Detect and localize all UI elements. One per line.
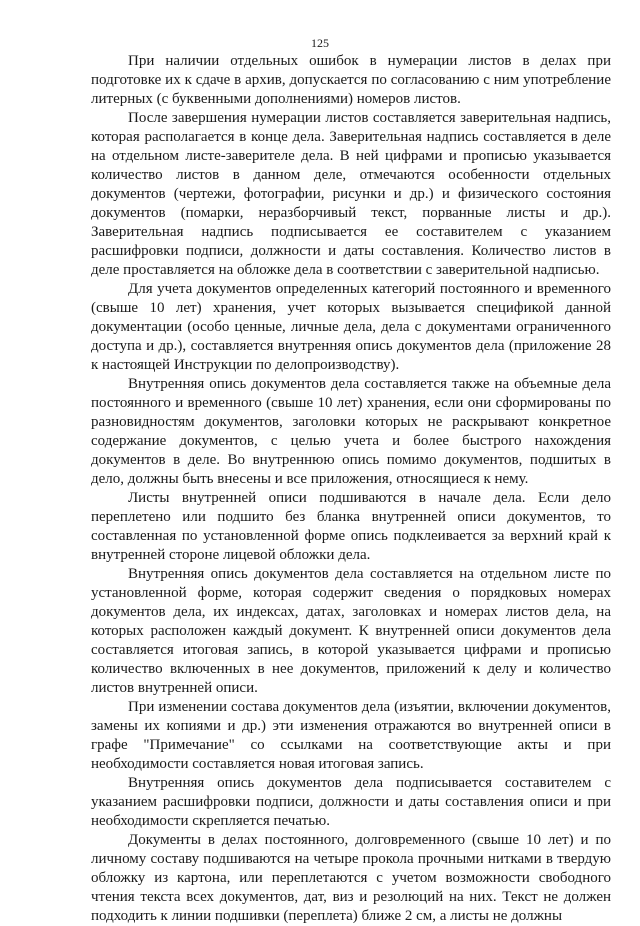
paragraph-certification-note: После завершения нумерации листов составляется заверительная надпись, которая располагается в конце дела. Заверительная надпись составляется в деле на отдельном листе-заверителе дела. В ней цифрами и прописью указывается количество листов в данном деле, отмечаются особенности отдельных документов (чертежи, фотографии, рисунки и др.) и физического состояния документов (помарки, неразборчивый текст, порванные листы и др.). Заверительная надпись подписывается ее составителем с указанием расшифровки подписи, должности и даты составления. Количество листов в деле проставляется на обложке дела в соответствии с заверительной надписью. <box>91 110 611 278</box>
page-number: 125 <box>311 36 329 50</box>
paragraph-composition-changes: При изменении состава документов дела (изъятии, включении документов, замены их копиями и др.) эти изменения отражаются во внутренней описи в графе "Примечание" со ссылками на соответствующие акты и при необходимости составляется новая итоговая запись. <box>91 699 611 772</box>
paragraph-inventory-sheets: Листы внутренней описи подшиваются в начале дела. Если дело переплетено или подшито без бланка внутренней описи документов, то составленная по установленной форме опись подклеивается за верхний край к внутренней стороне лицевой обложки дела. <box>91 490 611 563</box>
paragraph-inventory-form: Внутренняя опись документов дела составляется на отдельном листе по установленной форме, которая содержит сведения о порядковых номерах документов дела, их индексах, датах, заголовках и номерах листов дела, на которых расположен каждый документ. К внутренней описи документов дела составляется итоговая запись, в которой указывается цифрами и прописью количество включенных в нее документов, приложений к делу и количество листов внутренней описи. <box>91 566 611 696</box>
body-text <box>91 52 611 926</box>
paragraph-inventory-categories: Для учета документов определенных категорий постоянного и временного (свыше 10 лет) хранения, учет которых вызывается спецификой данной документации (особо ценные, личные дела, дела с документами ограниченного доступа и др.), составляется внутренняя опись документов дела (приложение 28 к настоящей Инструкции по делопроизводству). <box>91 281 611 373</box>
paragraph-binding: Документы в делах постоянного, долговременного (свыше 10 лет) и по личному составу подшиваются на четыре прокола прочными нитками в твердую обложку из картона, или переплетаются с учетом возможности свободного чтения текста всех документов, дат, виз и резолюций на них. Текст не должен подходить к линии подшивки (переплета) ближе 2 см, а листы не должны <box>91 832 611 924</box>
paragraph-inventory-volume-cases: Внутренняя опись документов дела составляется также на объемные дела постоянного и временного (свыше 10 лет) хранения, если они сформированы по разновидностям документов, заголовки которых не раскрывают конкретное содержание документов, с целью учета и более быстрого нахождения документов в деле. Во внутреннюю опись помимо документов, подшитых в дело, должны быть внесены и все приложения, относящиеся к нему. <box>91 376 611 487</box>
paragraph-literal-numbering: При наличии отдельных ошибок в нумерации листов в делах при подготовке их к сдаче в архив, допускается по согласованию с ним употребление литерных (с буквенными дополнениями) номеров листов. <box>91 53 611 107</box>
paragraph-inventory-signature: Внутренняя опись документов дела подписывается составителем с указанием расшифровки подписи, должности и даты составления описи и при необходимости скрепляется печатью. <box>91 775 611 829</box>
